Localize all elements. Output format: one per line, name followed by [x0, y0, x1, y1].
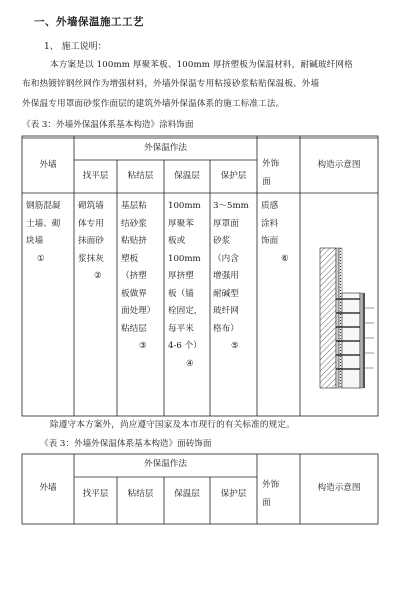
table1-header-insulation: 保温层 — [174, 171, 200, 181]
protection-line: 厚罩面 — [213, 218, 239, 229]
protection-line: 玻纤网 — [213, 306, 239, 316]
table1-header-method: 外保温作法 — [144, 143, 187, 153]
insulation-line: 100mm — [168, 201, 201, 211]
insulation-line: 厚挤塑 — [168, 271, 194, 281]
table2-header-method: 外保温作法 — [144, 459, 187, 469]
finish-line: 涂料 — [261, 218, 279, 229]
insulation-line: 板（锚 — [168, 288, 194, 299]
subsection-label: 1、 施工说明： — [44, 42, 107, 52]
level-line: 体专用 — [78, 218, 104, 229]
construction-diagram — [300, 193, 378, 416]
table2-header-finish-line1: 外饰 — [262, 480, 280, 490]
paragraph-line-2: 布和热镀锌钢丝网作为增强材料，外墙外保温专用粘接砂浆粘贴保温板、外墙 — [22, 79, 320, 89]
insulation-line: 栓固定， — [168, 306, 203, 316]
table1-col-bond — [121, 198, 164, 356]
note-paragraph: 除遵守本方案外，尚应遵守国家及本市现行的有关标准的规定。 — [50, 420, 295, 430]
table1-caption: 《表 3：外墙外保温体系基本构造》涂料饰面 — [22, 120, 194, 130]
bond-marker: ③ — [139, 341, 147, 351]
diagram-wall-layer — [320, 248, 336, 388]
level-marker: ② — [94, 271, 102, 281]
bond-line: 结砂浆 — [121, 218, 147, 229]
paragraph-line-1: 本方案是以 100mm 厚聚苯板、100mm 厚挤塑板为保温材料，耐碱玻纤网格 — [50, 60, 353, 70]
bond-line: 面处理） — [121, 306, 156, 316]
finish-marker: ⑥ — [281, 253, 289, 264]
table2-header-insulation: 保温层 — [174, 489, 200, 499]
table1-header-wall: 外墙 — [39, 160, 57, 170]
finish-line: 质感 — [261, 201, 279, 211]
bond-line: 塑板 — [121, 253, 139, 264]
protection-line: （内含 — [213, 253, 239, 264]
table1-header-finish — [262, 156, 279, 191]
table1-col-level — [78, 198, 117, 286]
diagram-leaders — [365, 308, 374, 368]
insulation-marker: ④ — [186, 358, 194, 369]
table2-header-level: 找平层 — [82, 489, 109, 499]
table1-header-level: 找平层 — [82, 171, 109, 181]
level-line: 砌筑墙 — [78, 201, 104, 211]
level-line: 抹面砂 — [78, 236, 104, 246]
table2-header-bond: 粘结层 — [127, 489, 154, 499]
diagram-protection-layer — [360, 293, 363, 388]
table1-col-insulation — [168, 198, 210, 373]
table1-col-protection — [213, 198, 257, 356]
diagram-bond-layer — [339, 248, 342, 388]
table2-caption: 《表 3：外墙外保温体系基本构造》面砖饰面 — [40, 439, 212, 449]
wall-line: 钢筋混凝 — [26, 201, 61, 211]
insulation-line: 每平米 — [168, 323, 194, 334]
bond-line: （挤塑 — [121, 271, 147, 281]
insulation-line: 板或 — [168, 236, 186, 246]
bond-line: 基层粘 — [121, 201, 147, 211]
wall-marker: ① — [37, 253, 45, 264]
table1-header-finish-line2: 面 — [262, 176, 271, 187]
protection-line: 增强用 — [213, 271, 239, 281]
bond-line: 板做界 — [121, 288, 147, 299]
section-title: 一、外墙保温施工工艺 — [34, 16, 144, 28]
protection-line: 砂浆 — [213, 236, 231, 246]
protection-line: 3～5mm — [213, 201, 249, 211]
table2-header-wall: 外墙 — [39, 483, 57, 493]
table2-header-diagram: 构造示意图 — [317, 483, 361, 493]
table2-header-finish-line2: 面 — [262, 497, 271, 508]
table1-col-wall — [26, 198, 74, 268]
table1-header-diagram: 构造示意图 — [317, 160, 361, 170]
table1-header-protection: 保护层 — [220, 171, 247, 181]
wall-line: 土墙、砌 — [26, 218, 61, 229]
diagram-finish-layer — [363, 293, 365, 388]
protection-marker: ⑤ — [231, 341, 239, 351]
bond-line: 粘结层 — [121, 323, 147, 334]
paragraph-line-3: 外保温专用罩面砂浆作面层的建筑外墙外保温体系的施工标准工法。 — [22, 99, 285, 109]
wall-line: 块墙 — [26, 236, 44, 246]
diagram-level-layer — [336, 248, 339, 388]
table2-header-finish — [262, 477, 279, 512]
insulation-line: 100mm — [168, 253, 201, 264]
level-line: 浆抹灰 — [78, 253, 104, 264]
insulation-line: 厚聚苯 — [168, 218, 194, 229]
finish-line: 饰面 — [261, 236, 279, 246]
table2-header-protection: 保护层 — [220, 489, 247, 499]
protection-line: 耐碱型 — [213, 288, 239, 299]
bond-line: 粘贴挤 — [121, 236, 147, 246]
table1-col-finish — [261, 198, 300, 268]
insulation-line: 4-6 个） — [168, 341, 202, 351]
table1-header-bond: 粘结层 — [127, 171, 154, 181]
protection-line: 格布） — [213, 323, 239, 334]
table1-header-finish-line1: 外饰 — [262, 159, 280, 169]
